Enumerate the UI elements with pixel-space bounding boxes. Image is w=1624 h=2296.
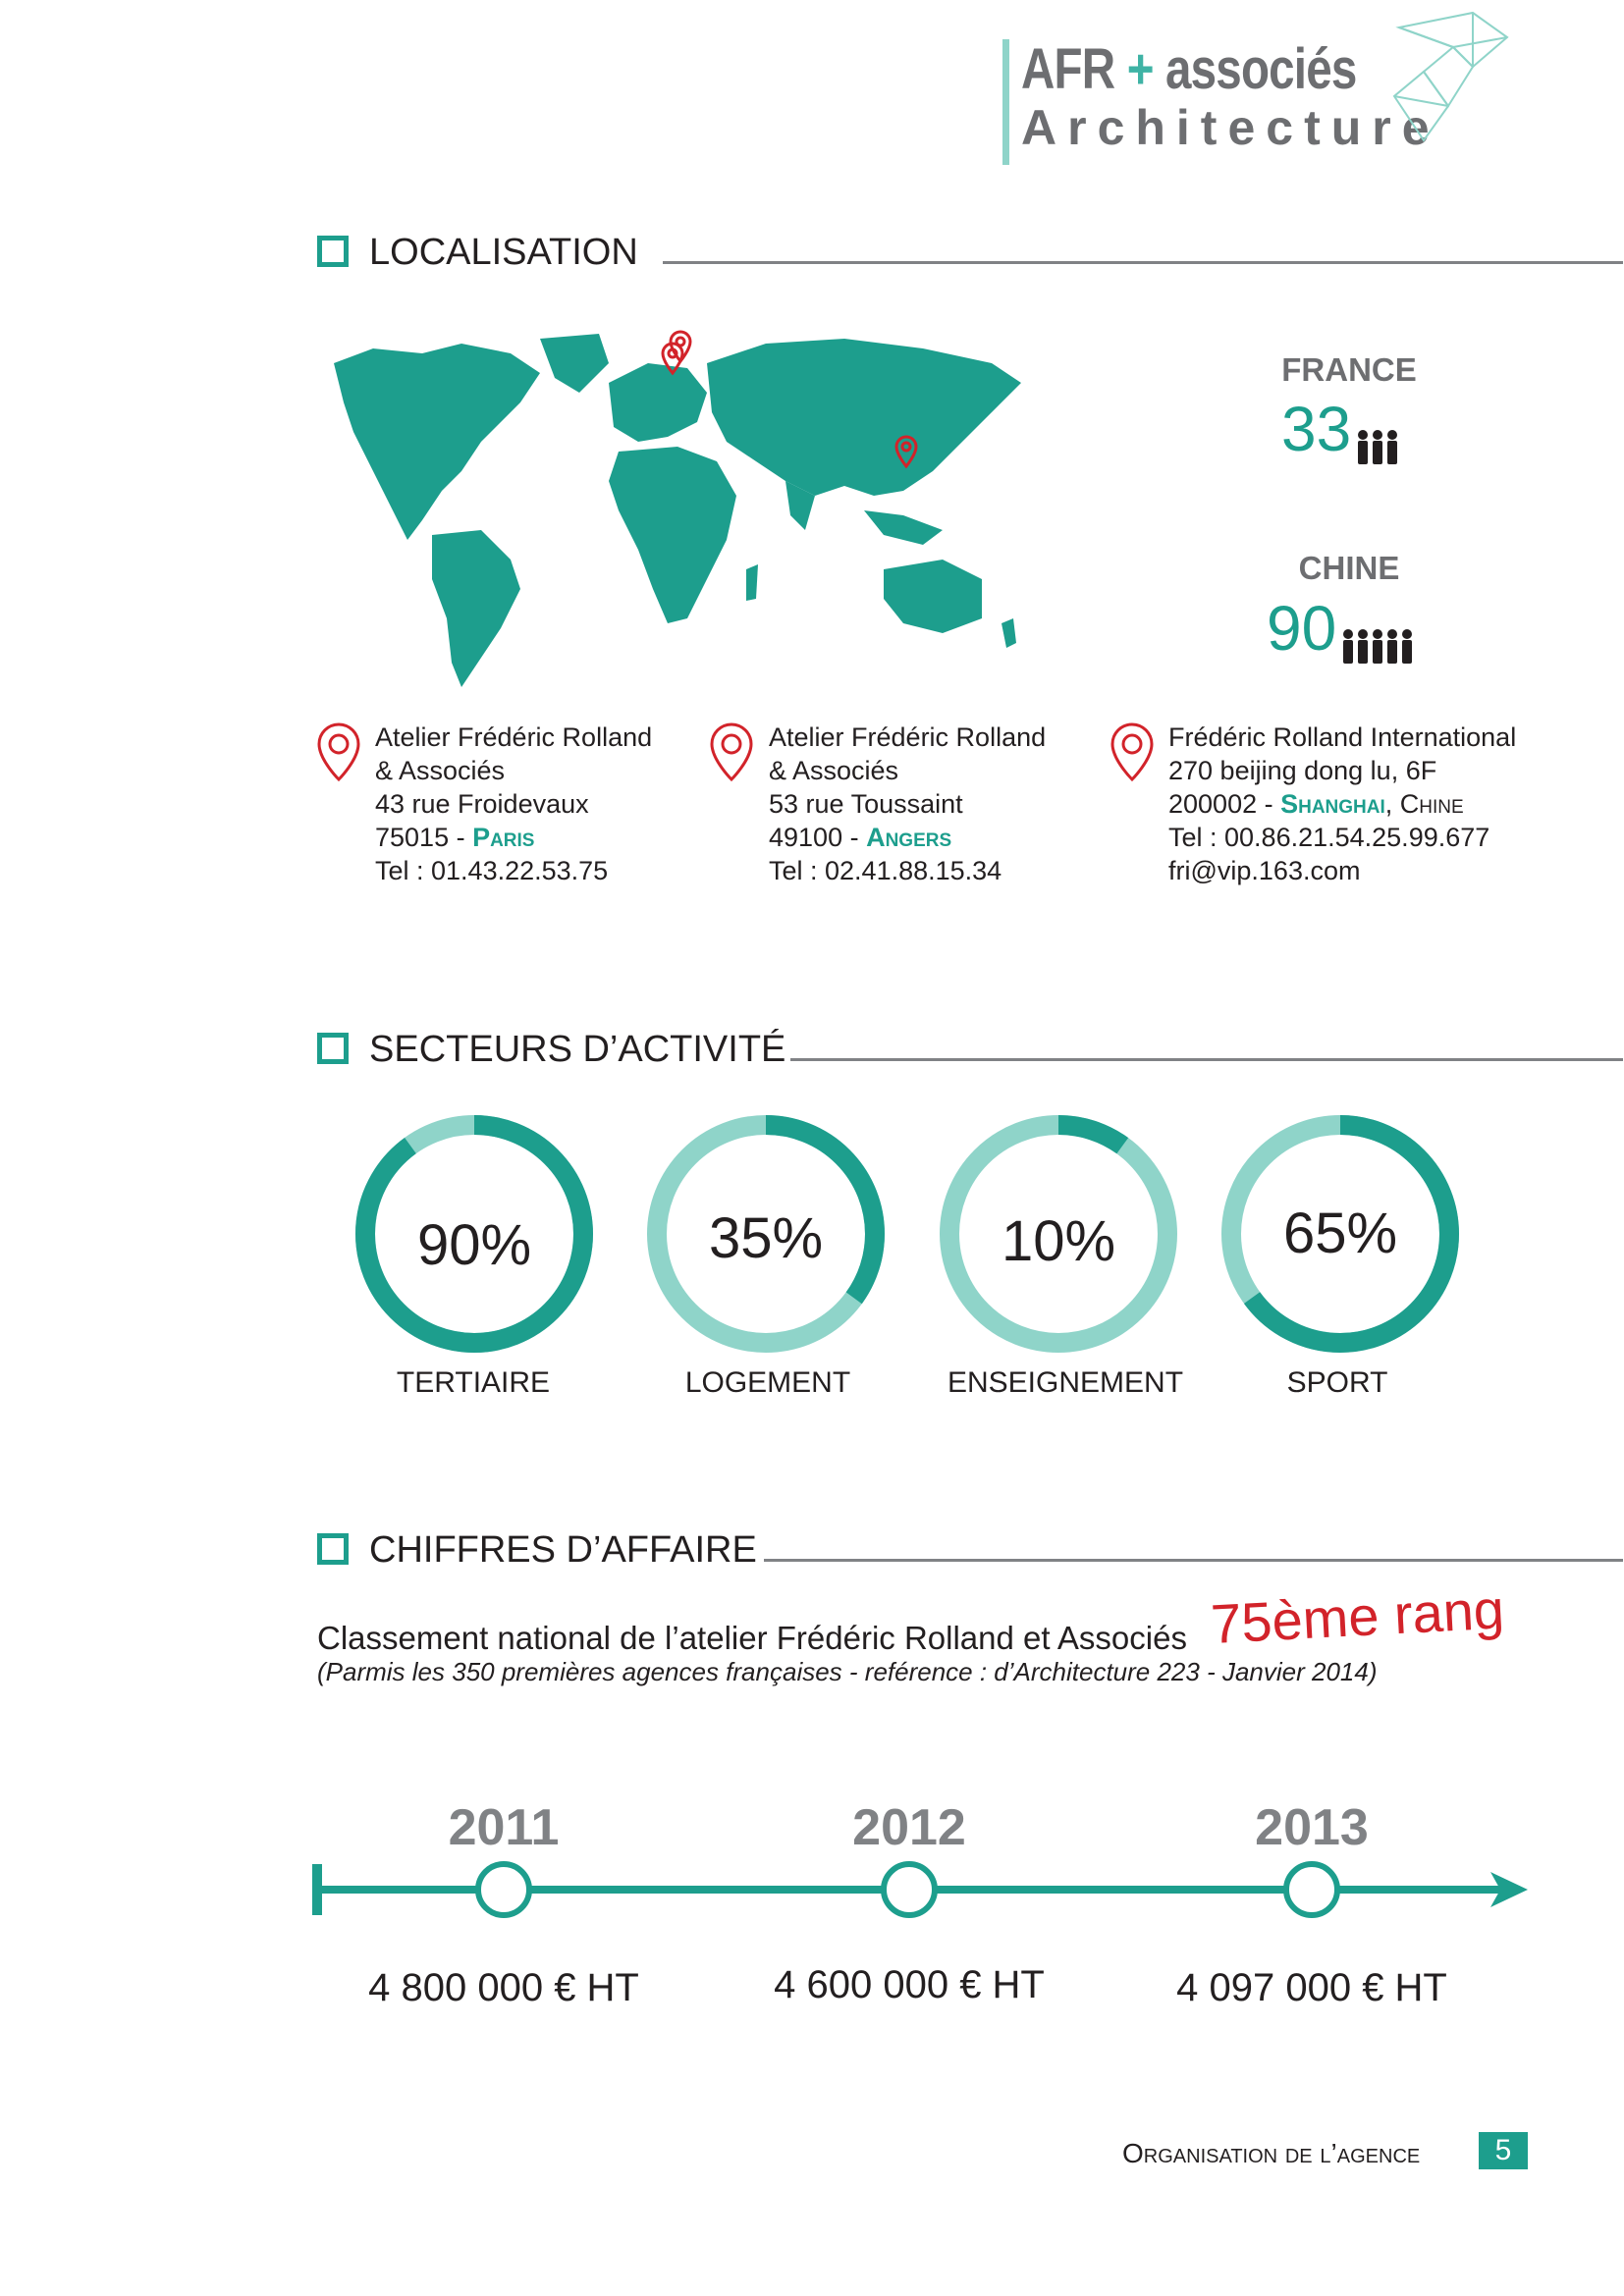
address-shanghai <box>1168 721 1516 887</box>
timeline-year-2011: 2011 <box>448 1799 560 1856</box>
people-icon <box>1356 427 1399 466</box>
address-angers <box>769 721 1046 887</box>
map-southeast-asia <box>864 510 943 545</box>
address-postcode: 49100 - <box>769 823 867 852</box>
timeline-amount-2013: 4 097 000 € HT <box>1176 1966 1447 2009</box>
stat-chine <box>1267 593 1414 666</box>
location-pin-icon <box>709 721 754 782</box>
logo-accent-bar <box>1002 39 1009 165</box>
footer-title: Organisation de l’agence <box>1122 2138 1421 2168</box>
map-africa <box>609 447 736 623</box>
address-postcode: 75015 - <box>375 823 473 852</box>
address-separator: , <box>1384 789 1400 819</box>
section-title-secteurs: SECTEURS D’ACTIVITÉ <box>369 1029 786 1070</box>
address-phone: Tel : 00.86.21.54.25.99.677 <box>1168 823 1490 852</box>
address-line: 53 rue Toussaint <box>769 789 963 819</box>
timeline-node-2013 <box>1286 1864 1337 1915</box>
stat-count-chine: 90 <box>1267 593 1337 664</box>
timeline-amount-2012: 4 600 000 € HT <box>774 1963 1045 2006</box>
timeline-axis <box>312 1860 1540 1919</box>
address-city: Paris <box>472 823 535 852</box>
section-bullet-icon <box>317 236 349 267</box>
address-line: 270 beijing dong lu, 6F <box>1168 756 1437 785</box>
map-australia <box>884 560 982 633</box>
timeline-year-2012: 2012 <box>852 1799 966 1856</box>
donut-label-sport: SPORT <box>1286 1366 1388 1399</box>
address-paris <box>375 721 652 887</box>
map-greenland <box>540 334 609 393</box>
address-city: Angers <box>866 823 952 852</box>
address-line <box>375 821 652 854</box>
classement-rank: 75ème rang <box>1209 1577 1506 1656</box>
section-divider <box>790 1058 1623 1061</box>
donut-label-enseignement: ENSEIGNEMENT <box>947 1366 1184 1399</box>
stat-country-france: FRANCE <box>1281 351 1417 388</box>
logo-afr: AFR <box>1021 37 1115 101</box>
map-asia <box>707 339 1021 496</box>
map-north-america <box>334 344 540 540</box>
people-icon <box>1341 626 1414 666</box>
address-email: fri@vip.163.com <box>1168 856 1361 885</box>
address-line <box>769 821 1046 854</box>
section-title-chiffres: CHIFFRES D’AFFAIRE <box>369 1529 757 1571</box>
donut-label-tertiaire: TERTIAIRE <box>396 1366 551 1399</box>
logo-subtitle: Architecture <box>1021 100 1440 155</box>
section-divider <box>764 1559 1623 1562</box>
address-line: 43 rue Froidevaux <box>375 789 589 819</box>
address-line: Frédéric Rolland International <box>1168 722 1517 752</box>
map-south-america <box>432 530 520 687</box>
donut-percent-enseignement: 10% <box>1001 1209 1116 1273</box>
address-line: & Associés <box>375 756 506 785</box>
location-pin-icon <box>1110 721 1155 782</box>
donut-label-logement: LOGEMENT <box>684 1366 851 1399</box>
timeline-year-2013: 2013 <box>1255 1799 1369 1856</box>
logo-plus: + <box>1126 37 1154 101</box>
address-line: & Associés <box>769 756 899 785</box>
address-country: Chine <box>1399 789 1464 819</box>
section-bullet-icon <box>317 1033 349 1064</box>
address-phone: Tel : 02.41.88.15.34 <box>769 856 1002 885</box>
address-line: Atelier Frédéric Rolland <box>769 722 1047 752</box>
address-line: Atelier Frédéric Rolland <box>375 722 653 752</box>
address-city: Shanghai <box>1280 789 1385 819</box>
classement-text: Classement national de l’atelier Frédéric Rolland et Associés <box>317 1620 1187 1656</box>
classement-note: (Parmis les 350 premières agences françaises - reférence : d’Architecture 223 - Janvier 2014) <box>317 1657 1378 1686</box>
map-europe <box>609 363 707 442</box>
world-map <box>314 324 1051 697</box>
section-title-localisation: LOCALISATION <box>369 232 638 273</box>
address-phone: Tel : 01.43.22.53.75 <box>375 856 609 885</box>
section-bullet-icon <box>317 1533 349 1565</box>
donut-percent-sport: 65% <box>1282 1201 1398 1265</box>
origami-bird-logo-icon <box>1355 8 1522 155</box>
timeline-node-2011 <box>478 1864 529 1915</box>
stat-france <box>1281 394 1399 466</box>
address-postcode: 200002 - <box>1168 789 1281 819</box>
timeline-amount-2011: 4 800 000 € HT <box>368 1966 639 2009</box>
donut-percent-tertiaire: 90% <box>416 1213 532 1277</box>
donut-percent-logement: 35% <box>708 1206 824 1270</box>
timeline-node-2012 <box>884 1864 935 1915</box>
section-divider <box>663 261 1623 264</box>
location-pin-icon <box>316 721 361 782</box>
page-number: 5 <box>1479 2132 1528 2169</box>
map-madagascar <box>746 564 758 601</box>
address-line <box>1168 787 1516 821</box>
logo-associes: associés <box>1165 37 1357 101</box>
stat-country-chine: CHINE <box>1298 550 1400 586</box>
logo-title <box>1021 37 1357 101</box>
stat-count-france: 33 <box>1281 394 1352 464</box>
map-new-zealand <box>1001 618 1016 648</box>
